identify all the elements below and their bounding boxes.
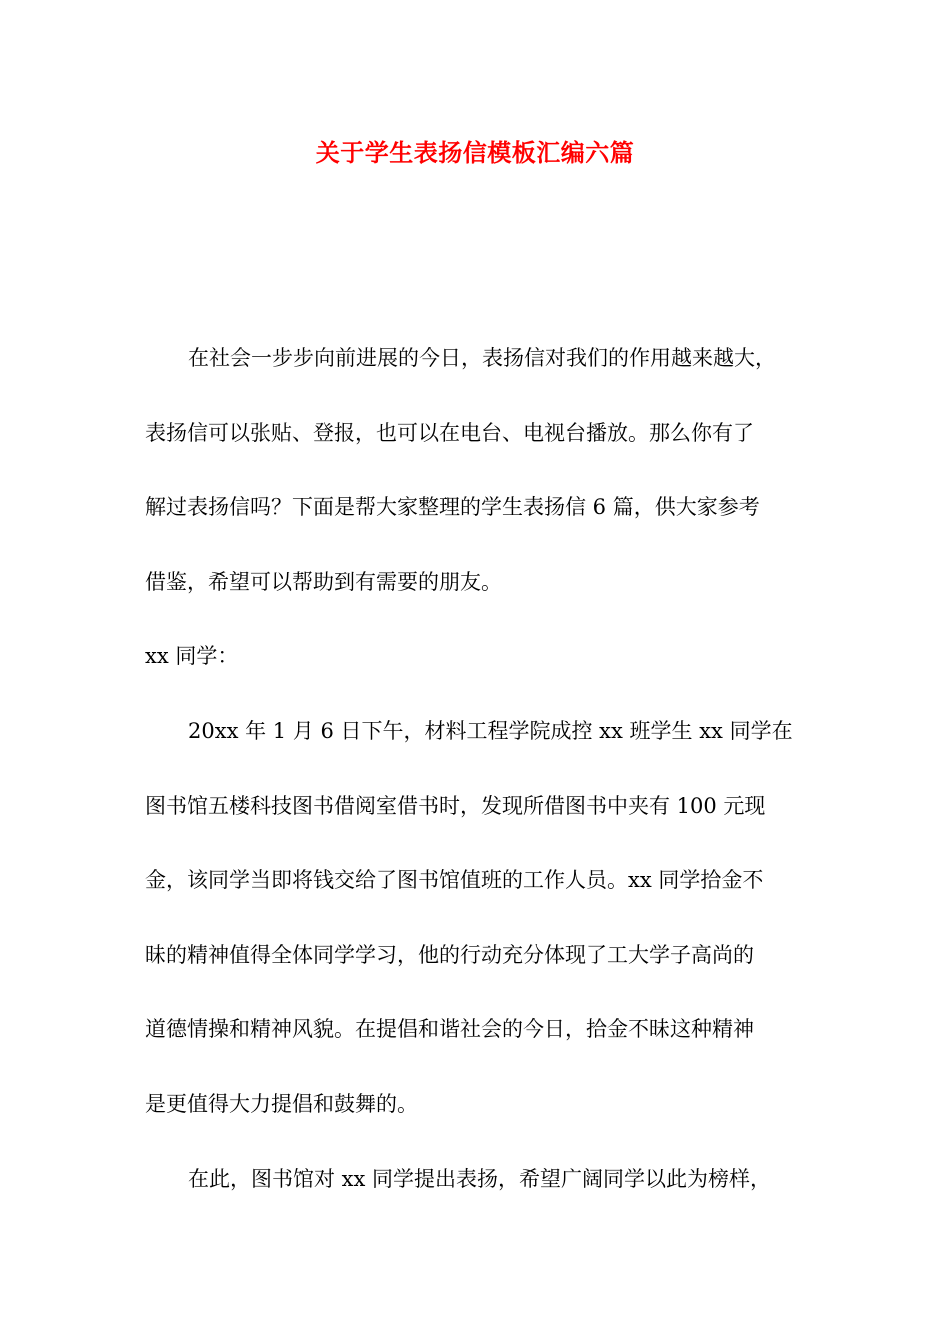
body-line-2: 表扬信可以张贴、登报，也可以在电台、电视台播放。那么你有了	[145, 420, 754, 445]
body-line-4: 借鉴，希望可以帮助到有需要的朋友。	[145, 569, 502, 594]
body-line-12: 在此，图书馆对 xx 同学提出表扬，希望广阔同学以此为榜样，	[188, 1166, 772, 1191]
body-line-7: 图书馆五楼科技图书借阅室借书时，发现所借图书中夹有 100 元现	[145, 793, 766, 818]
body-line-1: 在社会一步步向前进展的今日，表扬信对我们的作用越来越大，	[188, 346, 776, 370]
body-line-8: 金，该同学当即将钱交给了图书馆值班的工作人员。xx 同学拾金不	[145, 868, 764, 893]
body-line-10: 道德情操和精神风貌。在提倡和谐社会的今日，拾金不昧这种精神	[145, 1017, 754, 1042]
body-line-5: xx 同学：	[145, 644, 239, 669]
body-line-3: 解过表扬信吗？下面是帮大家整理的学生表扬信 6 篇，供大家参考	[145, 495, 760, 520]
document-body	[145, 321, 815, 1216]
body-line-9: 昧的精神值得全体同学学习，他的行动充分体现了工大学子高尚的	[145, 942, 754, 967]
body-line-11: 是更值得大力提倡和鼓舞的。	[145, 1091, 418, 1116]
document-title: 关于学生表扬信模板汇编六篇	[315, 139, 635, 167]
body-line-6: 20xx 年 1 月 6 日下午，材料工程学院成控 xx 班学生 xx 同学在	[188, 718, 793, 743]
